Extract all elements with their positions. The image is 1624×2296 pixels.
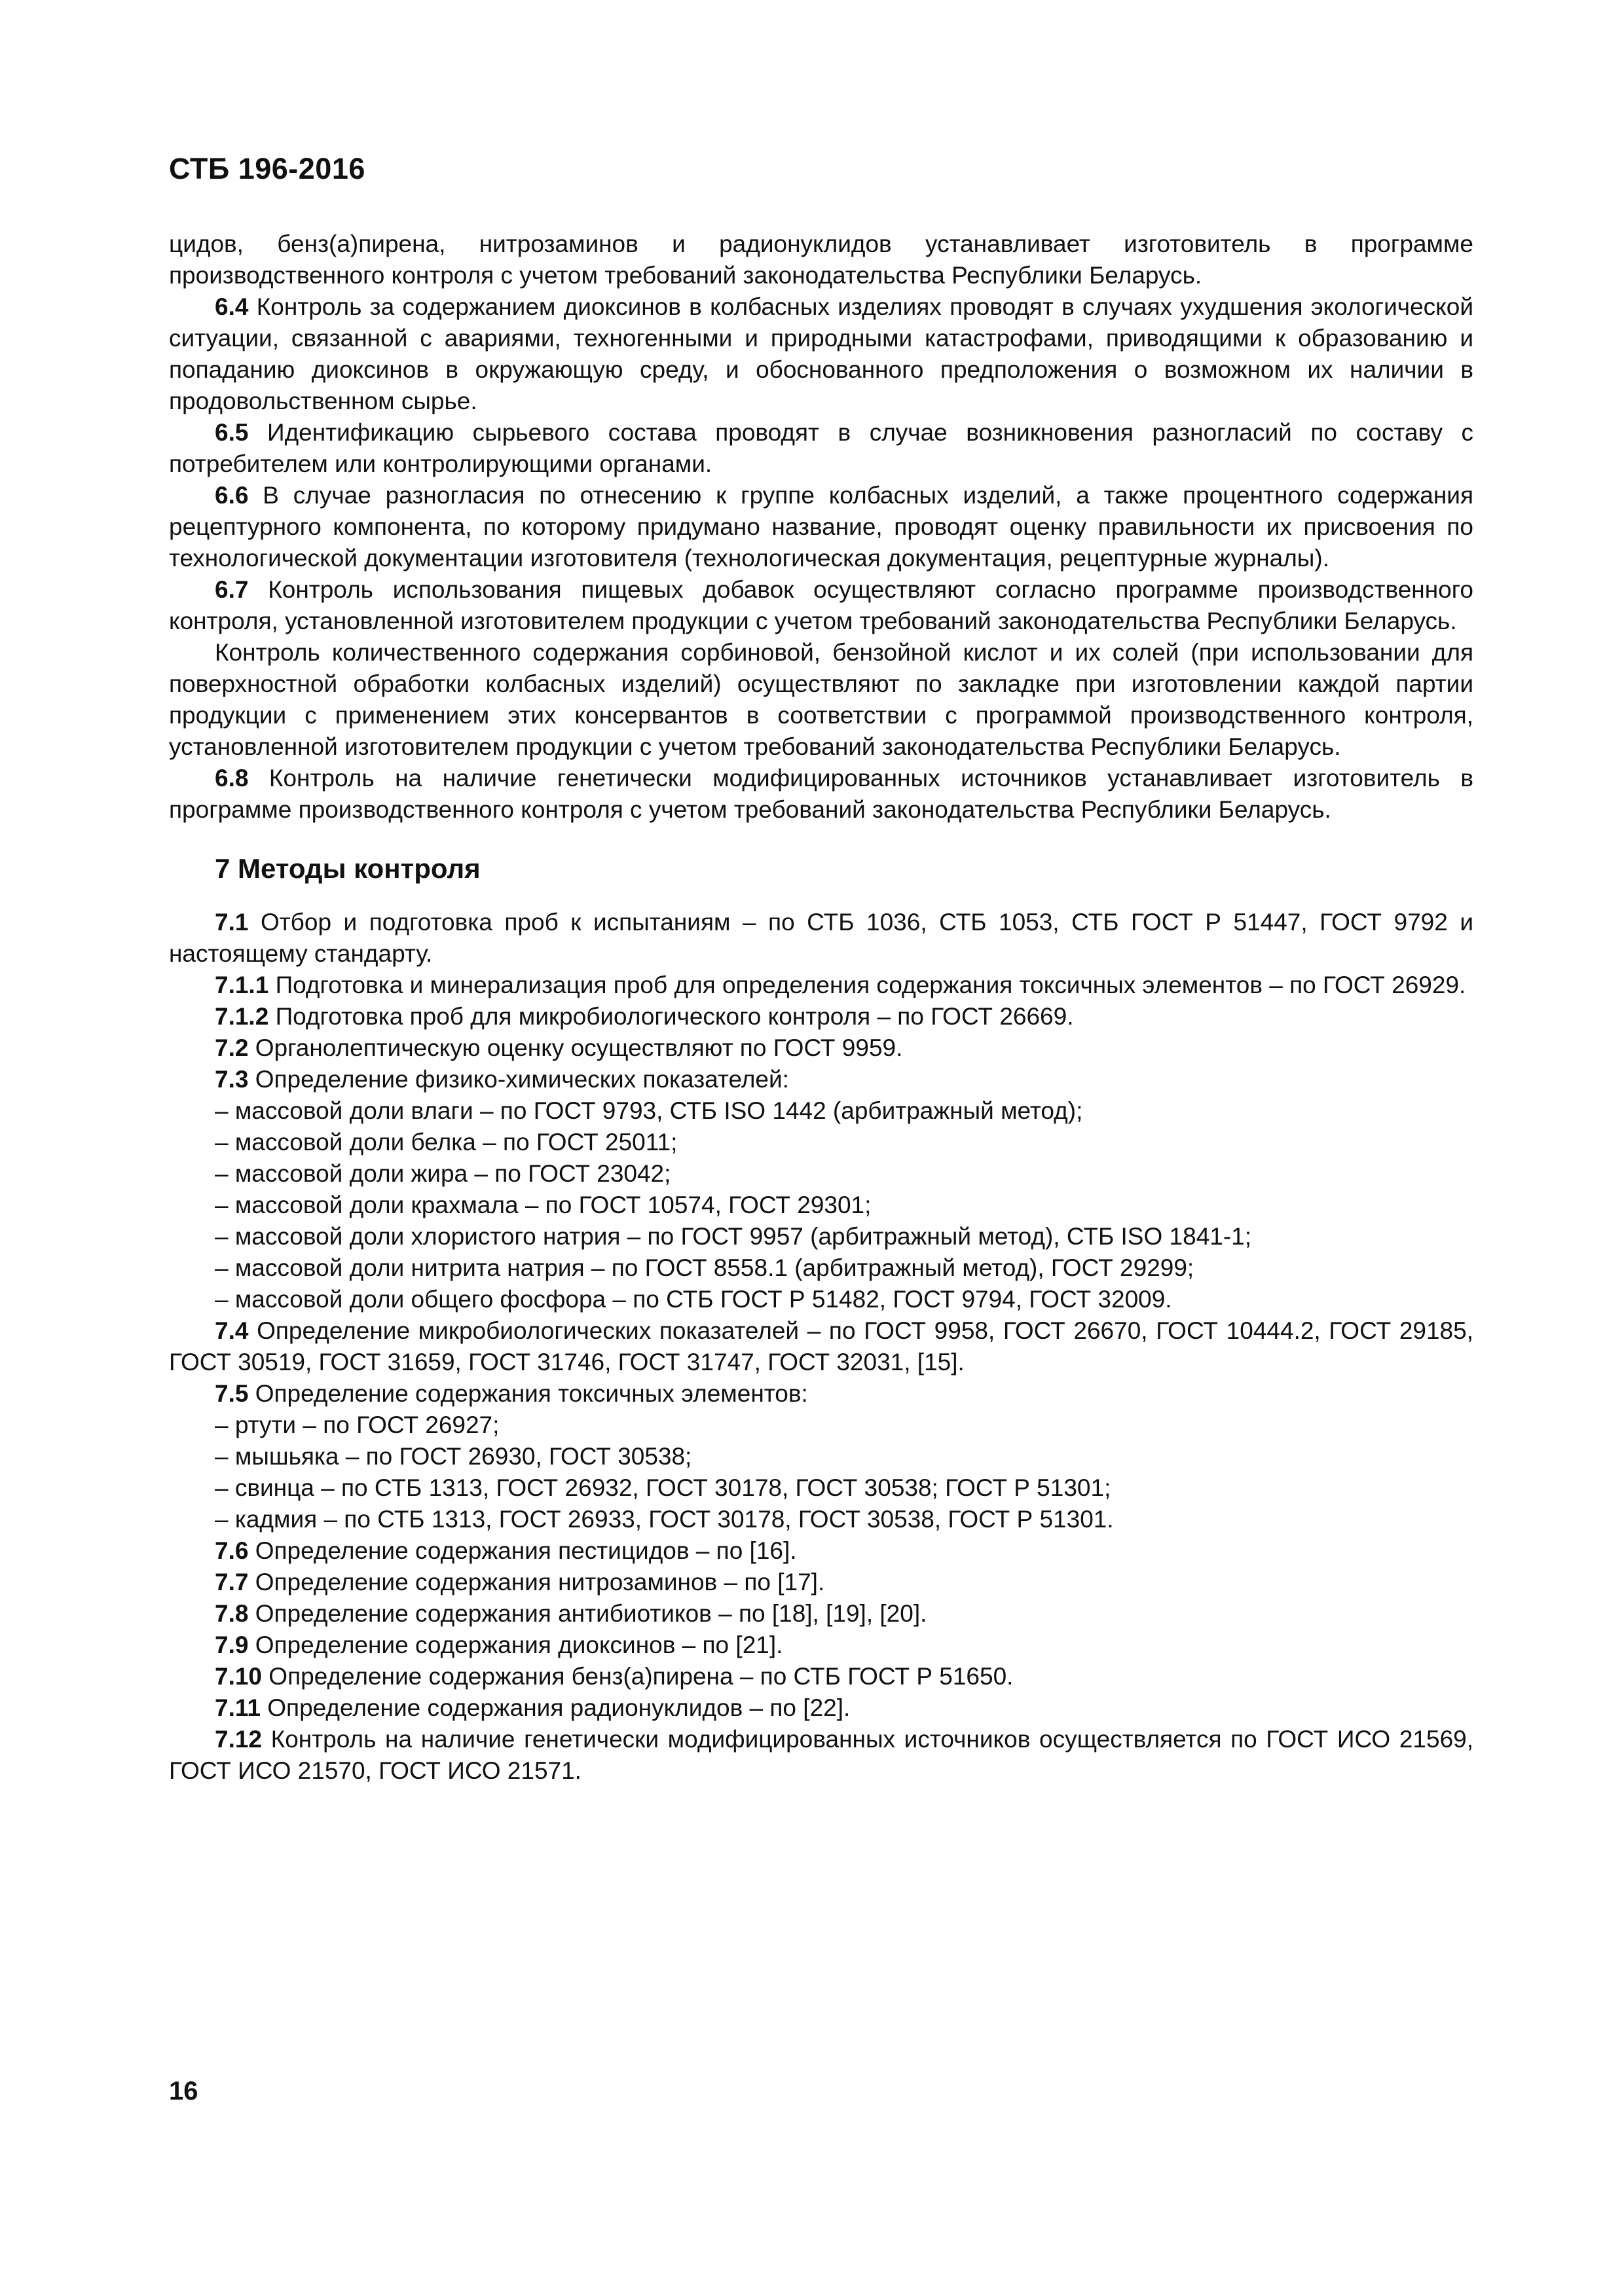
- clause-text: Определение содержания токсичных элементов:: [248, 1380, 808, 1407]
- clause-text: Определение содержания радионуклидов – по [22].: [260, 1694, 851, 1721]
- clause-text: Контроль за содержанием диоксинов в колбасных изделиях проводят в случаях ухудшения экологической ситуации, связанной с авариями, техногенными и природными катастрофами, приводящими к образованию и попаданию диоксинов в окружающую среду, и обоснованного предположения о возможном их наличии в продовольственном сырье.: [169, 293, 1473, 414]
- clause-number: 7.1: [215, 909, 249, 936]
- clause-text: Определение микробиологических показателей – по ГОСТ 9958, ГОСТ 26670, ГОСТ 10444.2, ГОСТ 29185, ГОСТ 30519, ГОСТ 31659, ГОСТ 31746, ГОСТ 31747, ГОСТ 32031, [15].: [169, 1317, 1473, 1376]
- clause-text: – массовой доли нитрита натрия – по ГОСТ 8558.1 (арбитражный метод), ГОСТ 29299;: [215, 1254, 1194, 1281]
- clause-text: цидов, бенз(а)пирена, нитрозаминов и радионуклидов устанавливает изготовитель в программе производственного контроля с учетом требований законодательства Республики Беларусь.: [169, 230, 1473, 289]
- paragraph: [169, 1032, 1473, 1064]
- clause-number: 7.3: [215, 1066, 249, 1093]
- clause-text: – массовой доли общего фосфора – по СТБ ГОСТ Р 51482, ГОСТ 9794, ГОСТ 32009.: [215, 1286, 1172, 1313]
- paragraph: [169, 1630, 1473, 1661]
- paragraph: [169, 1378, 1473, 1410]
- paragraph: [169, 1567, 1473, 1598]
- list-item: [169, 1284, 1473, 1315]
- clause-text: – массовой доли крахмала – по ГОСТ 10574, ГОСТ 29301;: [215, 1192, 872, 1218]
- paragraph: [169, 1598, 1473, 1630]
- clause-text: – массовой доли белка – по ГОСТ 25011;: [215, 1129, 678, 1156]
- clause-number: 7.6: [215, 1537, 249, 1564]
- clause-number: 6.8: [215, 765, 249, 792]
- clause-text: – массовой доли жира – по ГОСТ 23042;: [215, 1160, 671, 1187]
- paragraph: [169, 1535, 1473, 1567]
- clause-text: – ртути – по ГОСТ 26927;: [215, 1412, 500, 1438]
- clause-number: 6.4: [215, 293, 249, 320]
- clause-text: Определение содержания диоксинов – по [21].: [248, 1631, 783, 1658]
- clause-number: 6.5: [215, 419, 249, 446]
- clause-text: Органолептическую оценку осуществляют по ГОСТ 9959.: [248, 1034, 903, 1061]
- paragraph: [169, 1001, 1473, 1032]
- clause-text: Определение содержания пестицидов – по [16].: [248, 1537, 797, 1564]
- clause-number: 6.7: [215, 576, 249, 603]
- document-body: [169, 228, 1473, 1787]
- list-item: [169, 1158, 1473, 1190]
- paragraph: [169, 907, 1473, 970]
- clause-text: Определение содержания нитрозаминов – по [17].: [248, 1569, 825, 1595]
- paragraph: [169, 480, 1473, 574]
- clause-text: Подготовка и минерализация проб для определения содержания токсичных элементов – по ГОСТ 26929.: [268, 972, 1466, 998]
- list-item: [169, 1190, 1473, 1221]
- clause-number: 7.1.1: [215, 972, 269, 998]
- clause-text: – массовой доли хлористого натрия – по ГОСТ 9957 (арбитражный метод), СТБ ISO 1841-1;: [215, 1223, 1252, 1250]
- paragraph: [169, 1724, 1473, 1787]
- paragraph: [169, 1064, 1473, 1095]
- paragraph: [169, 1661, 1473, 1692]
- list-item: [169, 1504, 1473, 1535]
- clause-text: – кадмия – по СТБ 1313, ГОСТ 26933, ГОСТ 30178, ГОСТ 30538, ГОСТ Р 51301.: [215, 1506, 1114, 1533]
- list-item: [169, 1127, 1473, 1158]
- section-7-clauses: [169, 907, 1473, 1787]
- paragraph: [169, 291, 1473, 417]
- list-item: [169, 1472, 1473, 1504]
- clause-text: – свинца – по СТБ 1313, ГОСТ 26932, ГОСТ 30178, ГОСТ 30538; ГОСТ Р 51301;: [215, 1474, 1111, 1501]
- page-number: 16: [169, 2077, 198, 2105]
- clause-text: Подготовка проб для микробиологического контроля – по ГОСТ 26669.: [268, 1003, 1074, 1030]
- clause-number: 7.11: [215, 1694, 261, 1721]
- section-6-continuation: [169, 228, 1473, 826]
- clause-number: 7.2: [215, 1034, 249, 1061]
- paragraph: [169, 970, 1473, 1001]
- section-heading: 7 Методы контроля: [215, 853, 481, 884]
- paragraph: [169, 1692, 1473, 1724]
- clause-text: Определение содержания антибиотиков – по [18], [19], [20].: [248, 1600, 927, 1627]
- paragraph: [169, 417, 1473, 480]
- clause-number: 7.12: [215, 1726, 263, 1753]
- clause-number: 7.5: [215, 1380, 249, 1407]
- list-item: [169, 1252, 1473, 1284]
- document-code-header: СТБ 196-2016: [169, 152, 365, 185]
- paragraph: [169, 574, 1473, 637]
- clause-number: 7.9: [215, 1631, 249, 1658]
- clause-text: – мышьяка – по ГОСТ 26930, ГОСТ 30538;: [215, 1443, 692, 1470]
- clause-number: 6.6: [215, 482, 249, 509]
- list-item: [169, 1221, 1473, 1252]
- clause-text: Контроль количественного содержания сорбиновой, бензойной кислот и их солей (при использовании для поверхностной обработки колбасных изделий) осуществляют по закладке при изготовлении каждой партии продукции с применением этих консервантов в соответствии с программой производственного контроля, установленной изготовителем продукции с учетом требований законодательства Республики Беларусь.: [169, 639, 1473, 760]
- clause-text: Идентификацию сырьевого состава проводят в случае возникновения разногласий по составу с потребителем или контролирующими органами.: [169, 419, 1473, 477]
- paragraph: [169, 228, 1473, 291]
- clause-number: 7.10: [215, 1663, 263, 1690]
- clause-text: – массовой доли влаги – по ГОСТ 9793, СТБ ISO 1442 (арбитражный метод);: [215, 1097, 1083, 1124]
- clause-text: Определение физико-химических показателей:: [248, 1066, 789, 1093]
- clause-text: Отбор и подготовка проб к испытаниям – по СТБ 1036, СТБ 1053, СТБ ГОСТ Р 51447, ГОСТ 9792 и настоящему стандарту.: [169, 909, 1473, 967]
- clause-number: 7.8: [215, 1600, 249, 1627]
- clause-text: Контроль использования пищевых добавок осуществляют согласно программе производственного контроля, установленной изготовителем продукции с учетом требований законодательства Республики Беларусь.: [169, 576, 1473, 634]
- clause-number: 7.7: [215, 1569, 249, 1595]
- clause-text: В случае разногласия по отнесению к группе колбасных изделий, а также процентного содержания рецептурного компонента, по которому придумано название, проводят оценку правильности их присвоения по технологической документации изготовителя (технологическая документация, рецептурные журналы).: [169, 482, 1473, 572]
- clause-text: Определение содержания бенз(а)пирена – по СТБ ГОСТ Р 51650.: [262, 1663, 1014, 1690]
- list-item: [169, 1441, 1473, 1472]
- clause-text: Контроль на наличие генетически модифицированных источников осуществляется по ГОСТ ИСО 21569, ГОСТ ИСО 21570, ГОСТ ИСО 21571.: [169, 1726, 1473, 1784]
- list-item: [169, 1410, 1473, 1441]
- paragraph: [169, 763, 1473, 826]
- list-item: [169, 1095, 1473, 1127]
- paragraph: [169, 1315, 1473, 1378]
- clause-number: 7.4: [215, 1317, 249, 1344]
- clause-text: Контроль на наличие генетически модифицированных источников устанавливает изготовитель в программе производственного контроля с учетом требований законодательства Республики Беларусь.: [169, 765, 1473, 823]
- paragraph: [169, 637, 1473, 763]
- clause-number: 7.1.2: [215, 1003, 269, 1030]
